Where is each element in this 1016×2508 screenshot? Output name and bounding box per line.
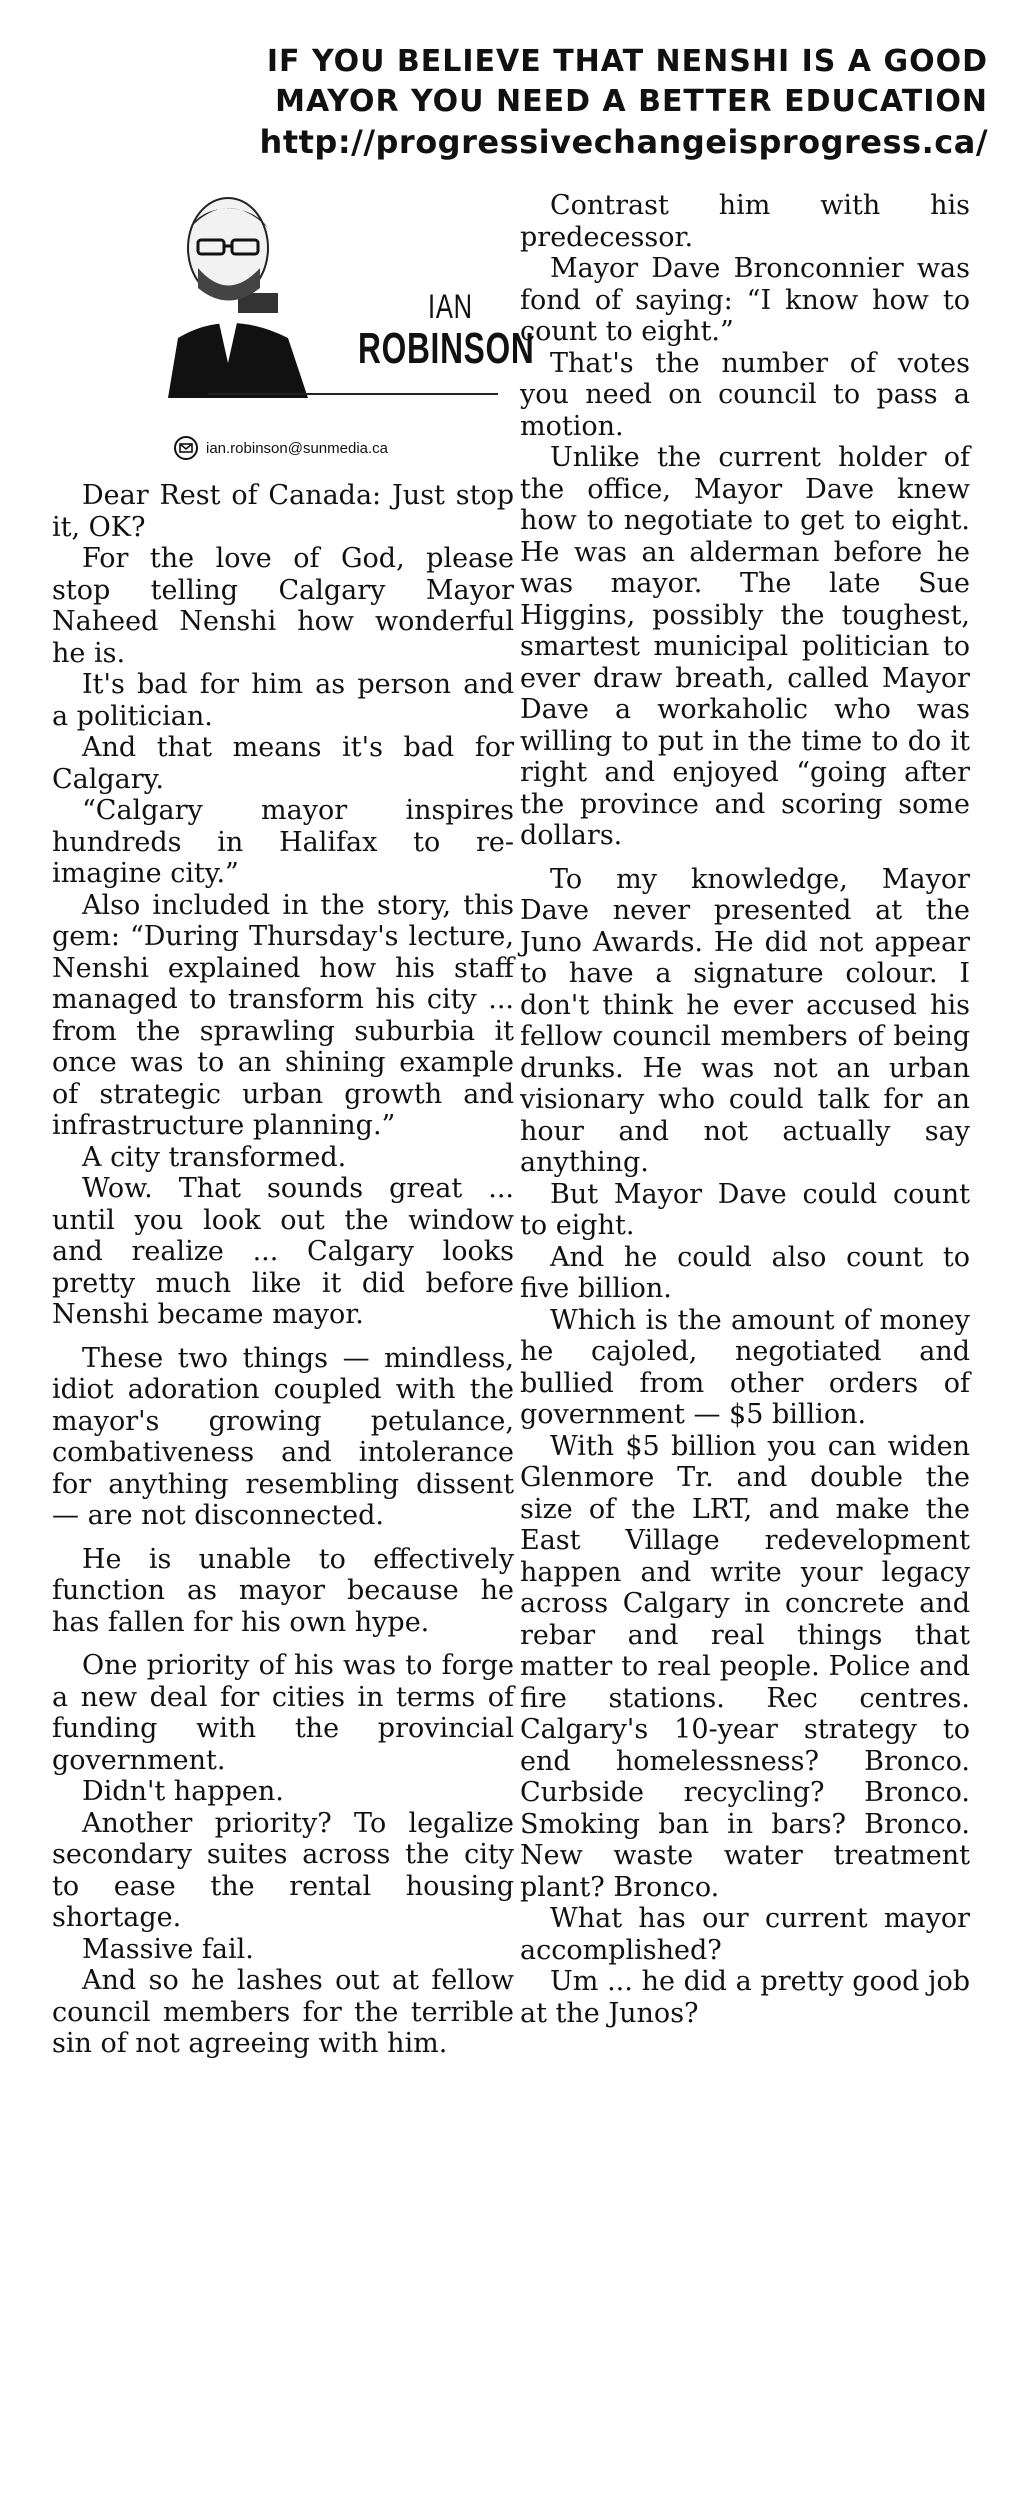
paragraph: And so he lashes out at fellow council members for the terrible sin of not agreeing with him. bbox=[52, 1965, 514, 2059]
headline-line-2: MAYOR YOU NEED A BETTER EDUCATION bbox=[275, 84, 988, 119]
columnist-byline bbox=[168, 188, 535, 478]
author-last-name: ROBINSON bbox=[358, 324, 535, 373]
paragraph: Contrast him with his predecessor. bbox=[520, 190, 970, 253]
paragraph: Unlike the current holder of the office, Mayor Dave knew how to negotiate to get to eight. He was an alderman before he was mayor. The late Sue Higgins, possibly the toughest, smartest municipal politician to ever draw breath, called Mayor Dave a workaholic who was willing to put in the time to do it right and enjoyed “going after the province and scoring some dollars. bbox=[520, 442, 970, 851]
paragraph: These two things — mindless, idiot adoration coupled with the mayor's growing petulance, combativeness and intolerance for anything resembling dissent — are not disconnected. bbox=[52, 1342, 514, 1531]
paragraph: Which is the amount of money he cajoled, negotiated and bullied from other orders of government — $5 billion. bbox=[520, 1304, 970, 1430]
headline-url[interactable]: http://progressivechangeisprogress.ca/ bbox=[259, 123, 988, 161]
headline-line-1: IF YOU BELIEVE THAT NENSHI IS A GOOD bbox=[266, 44, 988, 79]
byline-rule bbox=[208, 393, 498, 395]
author-first-name: IAN bbox=[428, 288, 473, 326]
paragraph: Another priority? To legalize secondary suites across the city to ease the rental housing shortage. bbox=[52, 1807, 514, 1933]
article-column-left bbox=[52, 480, 514, 2060]
paragraph: Also included in the story, this gem: “During Thursday's lecture, Nenshi explained how his staff managed to transform his city ... from the sprawling suburbia it once was to an shining example of strategic urban growth and infrastructure planning.” bbox=[52, 889, 514, 1141]
paragraph: To my knowledge, Mayor Dave never presented at the Juno Awards. He did not appear to have a signature colour. I don't think he ever accused his fellow council members of being drunks. He was not an urban visionary who could talk for an hour and not actually say anything. bbox=[520, 863, 970, 1178]
paragraph: That's the number of votes you need on council to pass a motion. bbox=[520, 347, 970, 442]
envelope-icon bbox=[174, 436, 198, 460]
paragraph: Massive fail. bbox=[82, 1933, 254, 1965]
paragraph: But Mayor Dave could count to eight. bbox=[520, 1178, 970, 1241]
paragraph: What has our current mayor accomplished? bbox=[520, 1903, 970, 1966]
headline bbox=[228, 42, 988, 162]
paragraph: One priority of his was to forge a new deal for cities in terms of funding with the provincial government. bbox=[52, 1650, 514, 1776]
paragraph: And that means it's bad for Calgary. bbox=[52, 732, 514, 795]
paragraph: Didn't happen. bbox=[82, 1776, 284, 1807]
paragraph: Um ... he did a pretty good job at the Junos? bbox=[520, 1966, 970, 2029]
paragraph: A city transformed. bbox=[82, 1141, 347, 1173]
author-email-text[interactable]: ian.robinson@sunmedia.ca bbox=[206, 439, 388, 457]
paragraph: Dear Rest of Canada: Just stop it, OK? bbox=[52, 480, 514, 543]
article-column-right bbox=[520, 190, 970, 2029]
paragraph: Mayor Dave Bronconnier was fond of saying: “I know how to count to eight.” bbox=[520, 253, 970, 347]
columnist-portrait bbox=[168, 188, 368, 398]
author-email[interactable] bbox=[174, 436, 388, 460]
paragraph: With $5 billion you can widen Glenmore Tr. and double the size of the LRT, and make the East Village redevelopment happen and write your legacy across Calgary in concrete and rebar and real things that matter to real people. Police and fire stations. Rec centres. Calgary's 10-year strategy to end homelessness? Bronco. Curbside recycling? Bronco. Smoking ban in bars? Bronco. New waste water treatment plant? Bronco. bbox=[520, 1430, 970, 1903]
paragraph: “Calgary mayor inspires hundreds in Halifax to re-imagine city.” bbox=[52, 795, 514, 889]
paragraph: Wow. That sounds great ... until you look out the window and realize ... Calgary looks pretty much like it did before Nenshi became mayor. bbox=[52, 1173, 514, 1330]
paragraph: He is unable to effectively function as mayor because he has fallen for his own hype. bbox=[52, 1543, 514, 1638]
paragraph: For the love of God, please stop telling Calgary Mayor Naheed Nenshi how wonderful he is. bbox=[52, 543, 514, 669]
paragraph: It's bad for him as person and a politician. bbox=[52, 669, 514, 732]
paragraph: And he could also count to five billion. bbox=[520, 1241, 970, 1304]
